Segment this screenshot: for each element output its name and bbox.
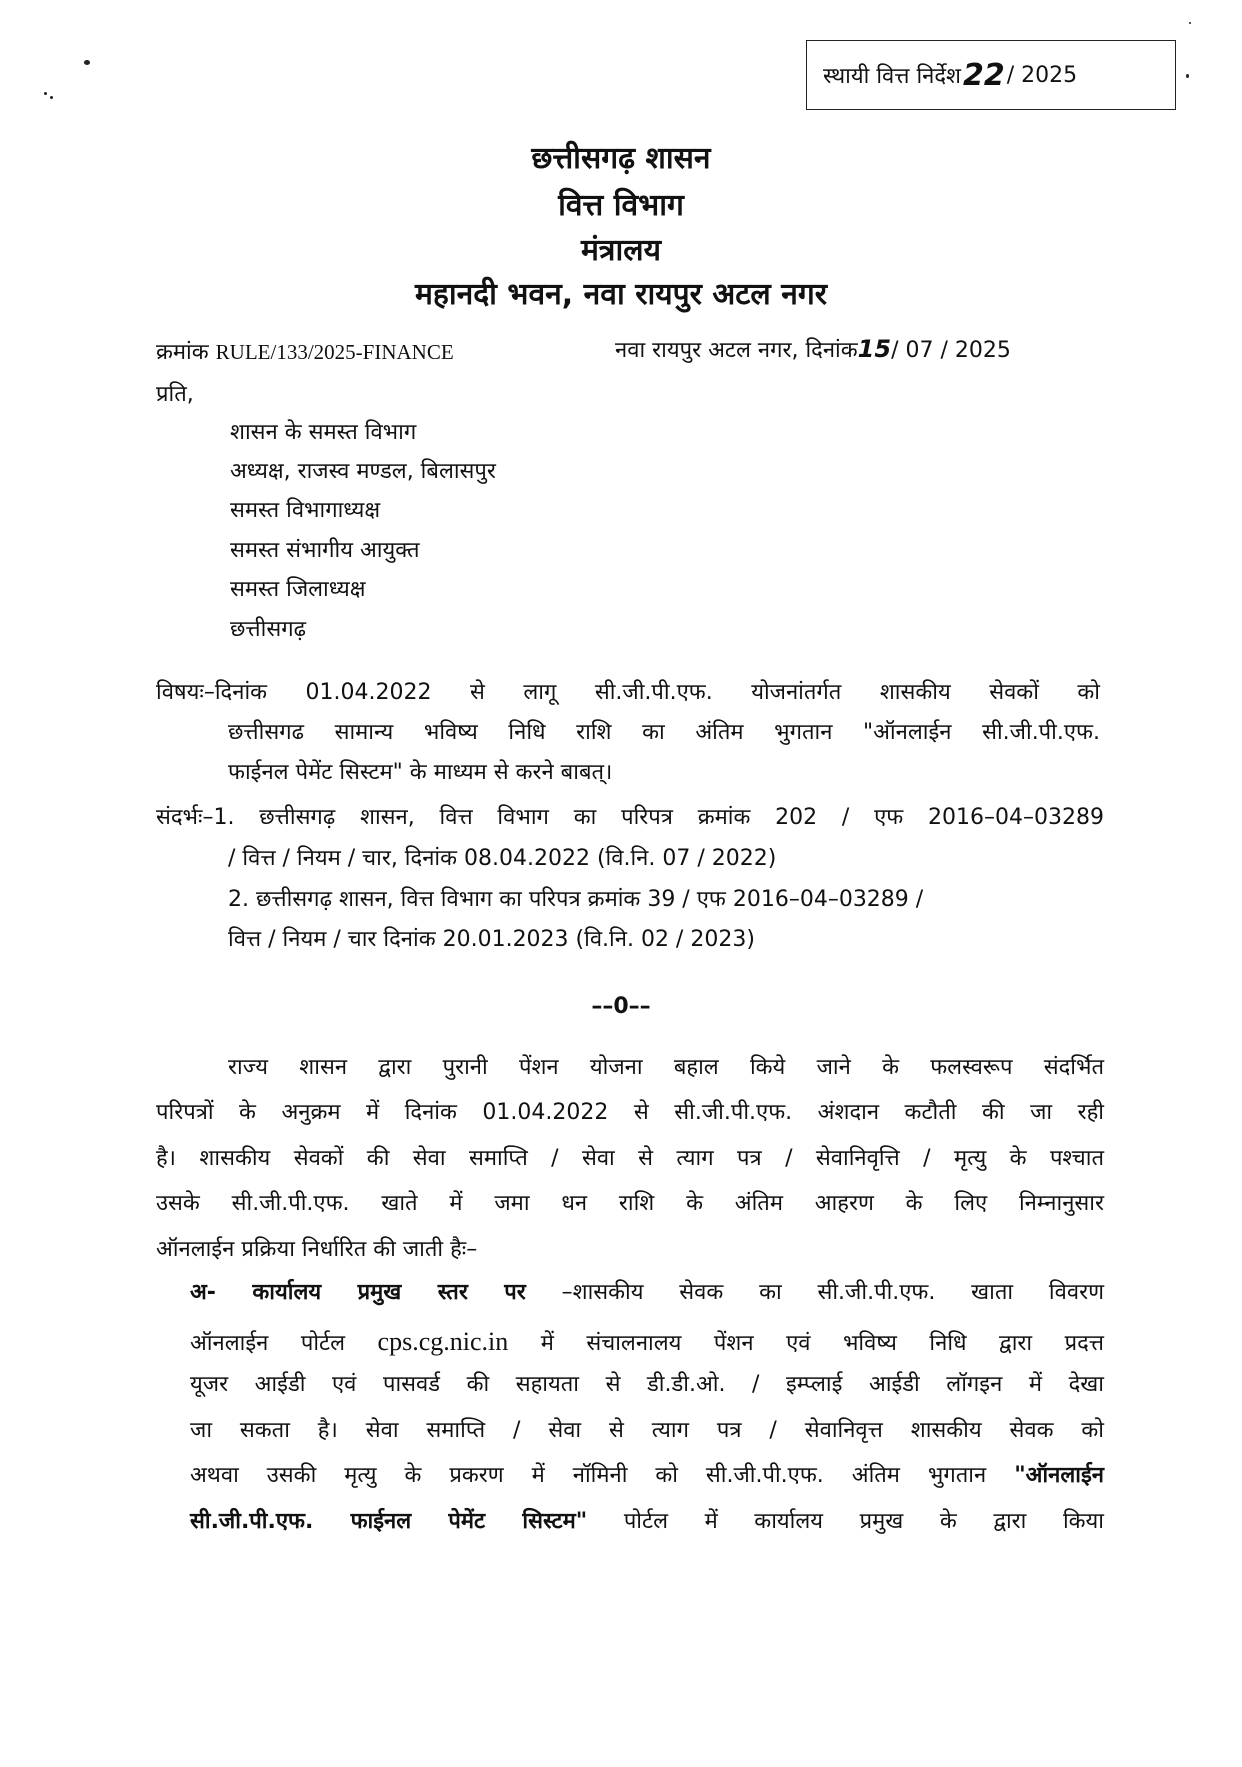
scan-speck — [50, 96, 53, 99]
addressee-item: अध्यक्ष, राजस्व मण्डल, बिलासपुर — [230, 459, 496, 484]
kramank-label: क्रमांक — [156, 340, 209, 365]
address-title: महानदी भवन, नवा रायपुर अटल नगर — [414, 277, 828, 312]
scan-speck — [84, 60, 90, 65]
kramank-value: RULE/133/2025-FINANCE — [215, 340, 454, 364]
reference-line: संदर्भः–1. छत्तीसगढ़ शासन, वित्त विभाग का परिपत्र क्रमांक 202 / एफ 2016–04–03289 — [156, 805, 1104, 830]
ministry-title: मंत्रालय — [580, 233, 661, 268]
reference-line: / वित्त / नियम / चार, दिनांक 08.04.2022 (वि.नि. 07 / 2022) — [228, 846, 777, 871]
portal-url: cps.cg.nic.in — [377, 1327, 509, 1356]
body-text: अथवा उसकी मृत्यु के प्रकरण में नॉमिनी को सी.जी.पी.एफ. अंतिम भुगतान — [190, 1463, 987, 1488]
body-line: जा सकता है। सेवा समाप्ति / सेवा से त्याग पत्र / सेवानिवृत्त शासकीय सेवक को — [190, 1418, 1104, 1443]
body-line: राज्य शासन द्वारा पुरानी पेंशन योजना बहाल किये जाने के फलस्वरूप संदर्भित — [228, 1055, 1104, 1080]
instruction-year: / 2025 — [1006, 62, 1078, 88]
addressee-item: समस्त जिलाध्यक्ष — [230, 577, 366, 602]
reference-line: वित्त / नियम / चार दिनांक 20.01.2023 (वि.नि. 02 / 2023) — [228, 927, 755, 952]
government-title: छत्तीसगढ़ शासन — [531, 141, 711, 176]
addressee-item: समस्त विभागाध्यक्ष — [230, 498, 381, 523]
body-text: में संचालनालय पेंशन एवं भविष्य निधि द्वारा प्रदत्त — [540, 1331, 1104, 1356]
body-line: है। शासकीय सेवकों की सेवा समाप्ति / सेवा से त्याग पत्र / सेवानिवृत्ति / मृत्यु के पश्चात — [156, 1146, 1104, 1171]
body-line: ऑनलाईन प्रक्रिया निर्धारित की जाती हैः– — [156, 1237, 478, 1262]
subject-line: छत्तीसगढ सामान्य भविष्य निधि राशि का अंतिम भुगतान "ऑनलाईन सी.जी.पी.एफ. — [228, 720, 1100, 745]
date-day: 15 — [857, 335, 892, 363]
instruction-prefix: स्थायी वित्त निर्देश — [823, 64, 962, 89]
body-line: परिपत्रों के अनुक्रम में दिनांक 01.04.2022 से सी.जी.पी.एफ. अंशदान कटौती की जा रही — [156, 1100, 1104, 1125]
section-divider: ––0–– — [591, 994, 651, 1019]
scan-speck — [1189, 22, 1191, 24]
subject-line: विषयः–दिनांक 01.04.2022 से लागू सी.जी.पी.एफ. योजनांतर्गत शासकीय सेवकों को — [156, 680, 1100, 705]
body-bold-text: सी.जी.पी.एफ. फाईनल पेमेंट सिस्टम" — [190, 1509, 588, 1534]
scan-speck — [44, 92, 47, 95]
addressee-item: शासन के समस्त विभाग — [230, 420, 417, 445]
reference-line: 2. छत्तीसगढ़ शासन, वित्त विभाग का परिपत्र क्रमांक 39 / एफ 2016–04–03289 / — [228, 887, 924, 912]
body-line — [190, 1326, 1104, 1357]
body-line: उसके सी.जी.पी.एफ. खाते में जमा धन राशि के अंतिम आहरण के लिए निम्नानुसार — [156, 1191, 1104, 1216]
body-line — [190, 1509, 1104, 1535]
section-heading: अ- कार्यालय प्रमुख स्तर पर — [190, 1280, 526, 1305]
issue-date — [615, 335, 1011, 364]
addressee-item: समस्त संभागीय आयुक्त — [230, 538, 420, 563]
scan-speck — [1186, 74, 1189, 78]
body-line: यूजर आईडी एवं पासवर्ड की सहायता से डी.डी.ओ. / इम्प्लाई आईडी लॉगइन में देखा — [190, 1372, 1104, 1397]
body-text: ऑनलाईन पोर्टल — [190, 1331, 346, 1356]
date-rest: / 07 / 2025 — [891, 338, 1011, 363]
subject-line: फाईनल पेमेंट सिस्टम" के माध्यम से करने बाबत्। — [228, 760, 613, 785]
body-bold-text: "ऑनलाईन — [1014, 1463, 1104, 1488]
body-text: –शासकीय सेवक का सी.जी.पी.एफ. खाता विवरण — [561, 1280, 1104, 1305]
body-line — [190, 1280, 1104, 1306]
date-prefix: नवा रायपुर अटल नगर, दिनांक — [615, 338, 858, 363]
instruction-number: 22 — [963, 57, 1005, 93]
addressee-item: छत्तीसगढ़ — [230, 617, 306, 642]
body-line — [190, 1463, 1104, 1489]
department-title: वित्त विभाग — [558, 188, 684, 223]
body-text: पोर्टल में कार्यालय प्रमुख के द्वारा किया — [623, 1509, 1104, 1534]
standing-finance-instruction-box — [806, 40, 1176, 110]
to-label: प्रति, — [156, 382, 194, 407]
reference-number — [156, 340, 454, 366]
